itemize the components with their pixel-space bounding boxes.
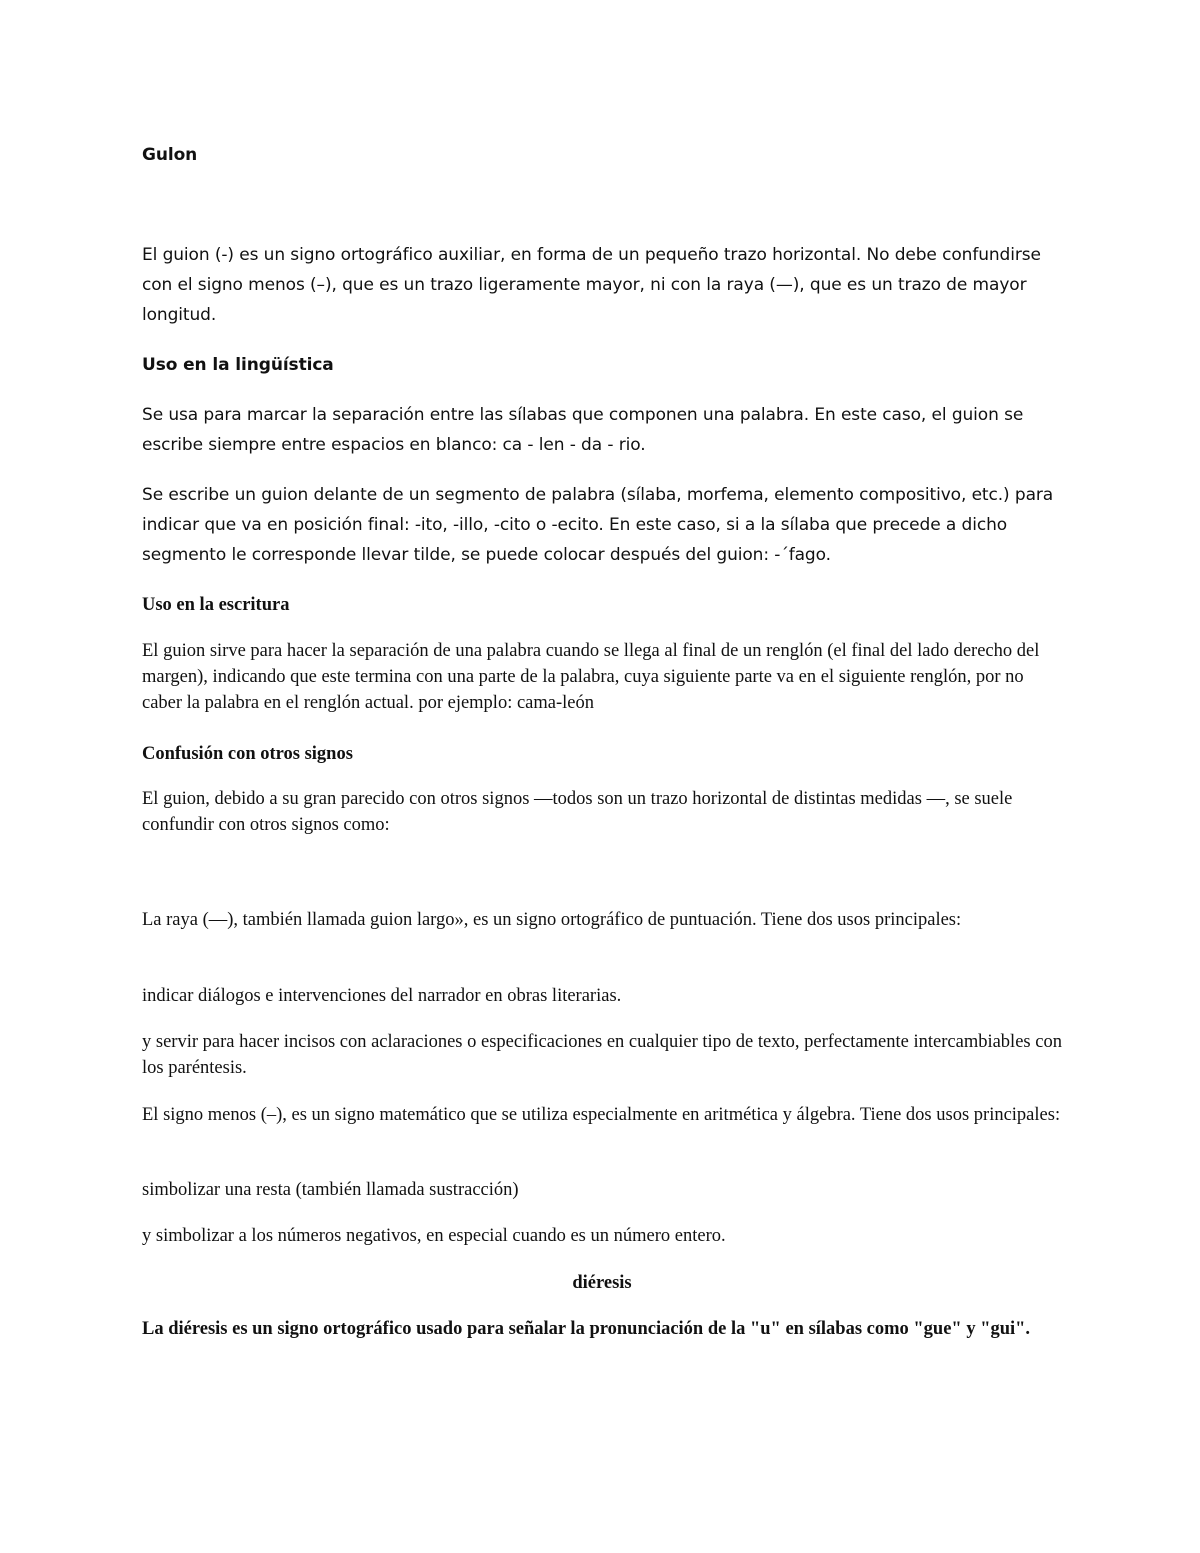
- linguistica-paragraph-2: Se escribe un guion delante de un segmento de palabra (sílaba, morfema, elemento compositivo, etc.) para indicar que va en posición final: -ito, -illo, -cito o -ecito. En este caso, si a la sílaba que precede a dicho segmento le corresponde llevar tilde, se puede colocar después del guion: -´fago.: [142, 485, 1054, 565]
- confusion-paragraph-7: y simbolizar a los números negativos, en especial cuando es un número entero.: [142, 1226, 726, 1246]
- heading-linguistica: Uso en la lingüística: [142, 355, 334, 375]
- linguistica-paragraph-1: Se usa para marcar la separación entre las sílabas que componen una palabra. En este caso, el guion se escribe siempre entre espacios en blanco: ca - len - da - rio.: [142, 405, 1024, 455]
- confusion-paragraph-6: simbolizar una resta (también llamada sustracción): [142, 1180, 519, 1200]
- document-title: Gulon: [142, 145, 198, 165]
- escritura-paragraph-1: El guion sirve para hacer la separación de una palabra cuando se llega al final de un renglón (el final del lado derecho del margen), indicando que este termina con una parte de la palabra, cuya siguiente parte va en el siguiente renglón, por no caber la palabra en el renglón actual. por ejemplo: cama-león: [142, 641, 1040, 713]
- intro-paragraph: El guion (-) es un signo ortográfico auxiliar, en forma de un pequeño trazo horizontal. No debe confundirse con el signo menos (–), que es un trazo ligeramente mayor, ni con la raya (—), que es un trazo de mayor longitud.: [142, 245, 1041, 325]
- confusion-paragraph-3: indicar diálogos e intervenciones del narrador en obras literarias.: [142, 986, 622, 1006]
- dieresis-paragraph-1: La diéresis es un signo ortográfico usado para señalar la pronunciación de la "u" en sílabas como "gue" y "gui".: [142, 1319, 1031, 1339]
- heading-dieresis: diéresis: [572, 1273, 632, 1293]
- confusion-paragraph-2: La raya (—), también llamada guion largo», es un signo ortográfico de puntuación. Tiene dos usos principales:: [142, 910, 962, 930]
- confusion-paragraph-4: y servir para hacer incisos con aclaraciones o especificaciones en cualquier tipo de texto, perfectamente intercambiables con los paréntesis.: [142, 1032, 1062, 1078]
- confusion-paragraph-5: El signo menos (–), es un signo matemático que se utiliza especialmente en aritmética y álgebra. Tiene dos usos principales:: [142, 1105, 1061, 1125]
- confusion-paragraph-1: El guion, debido a su gran parecido con otros signos —todos son un trazo horizontal de distintas medidas —, se suele confundir con otros signos como:: [142, 789, 1013, 835]
- heading-escritura: Uso en la escritura: [142, 595, 290, 615]
- heading-confusion: Confusión con otros signos: [142, 744, 353, 764]
